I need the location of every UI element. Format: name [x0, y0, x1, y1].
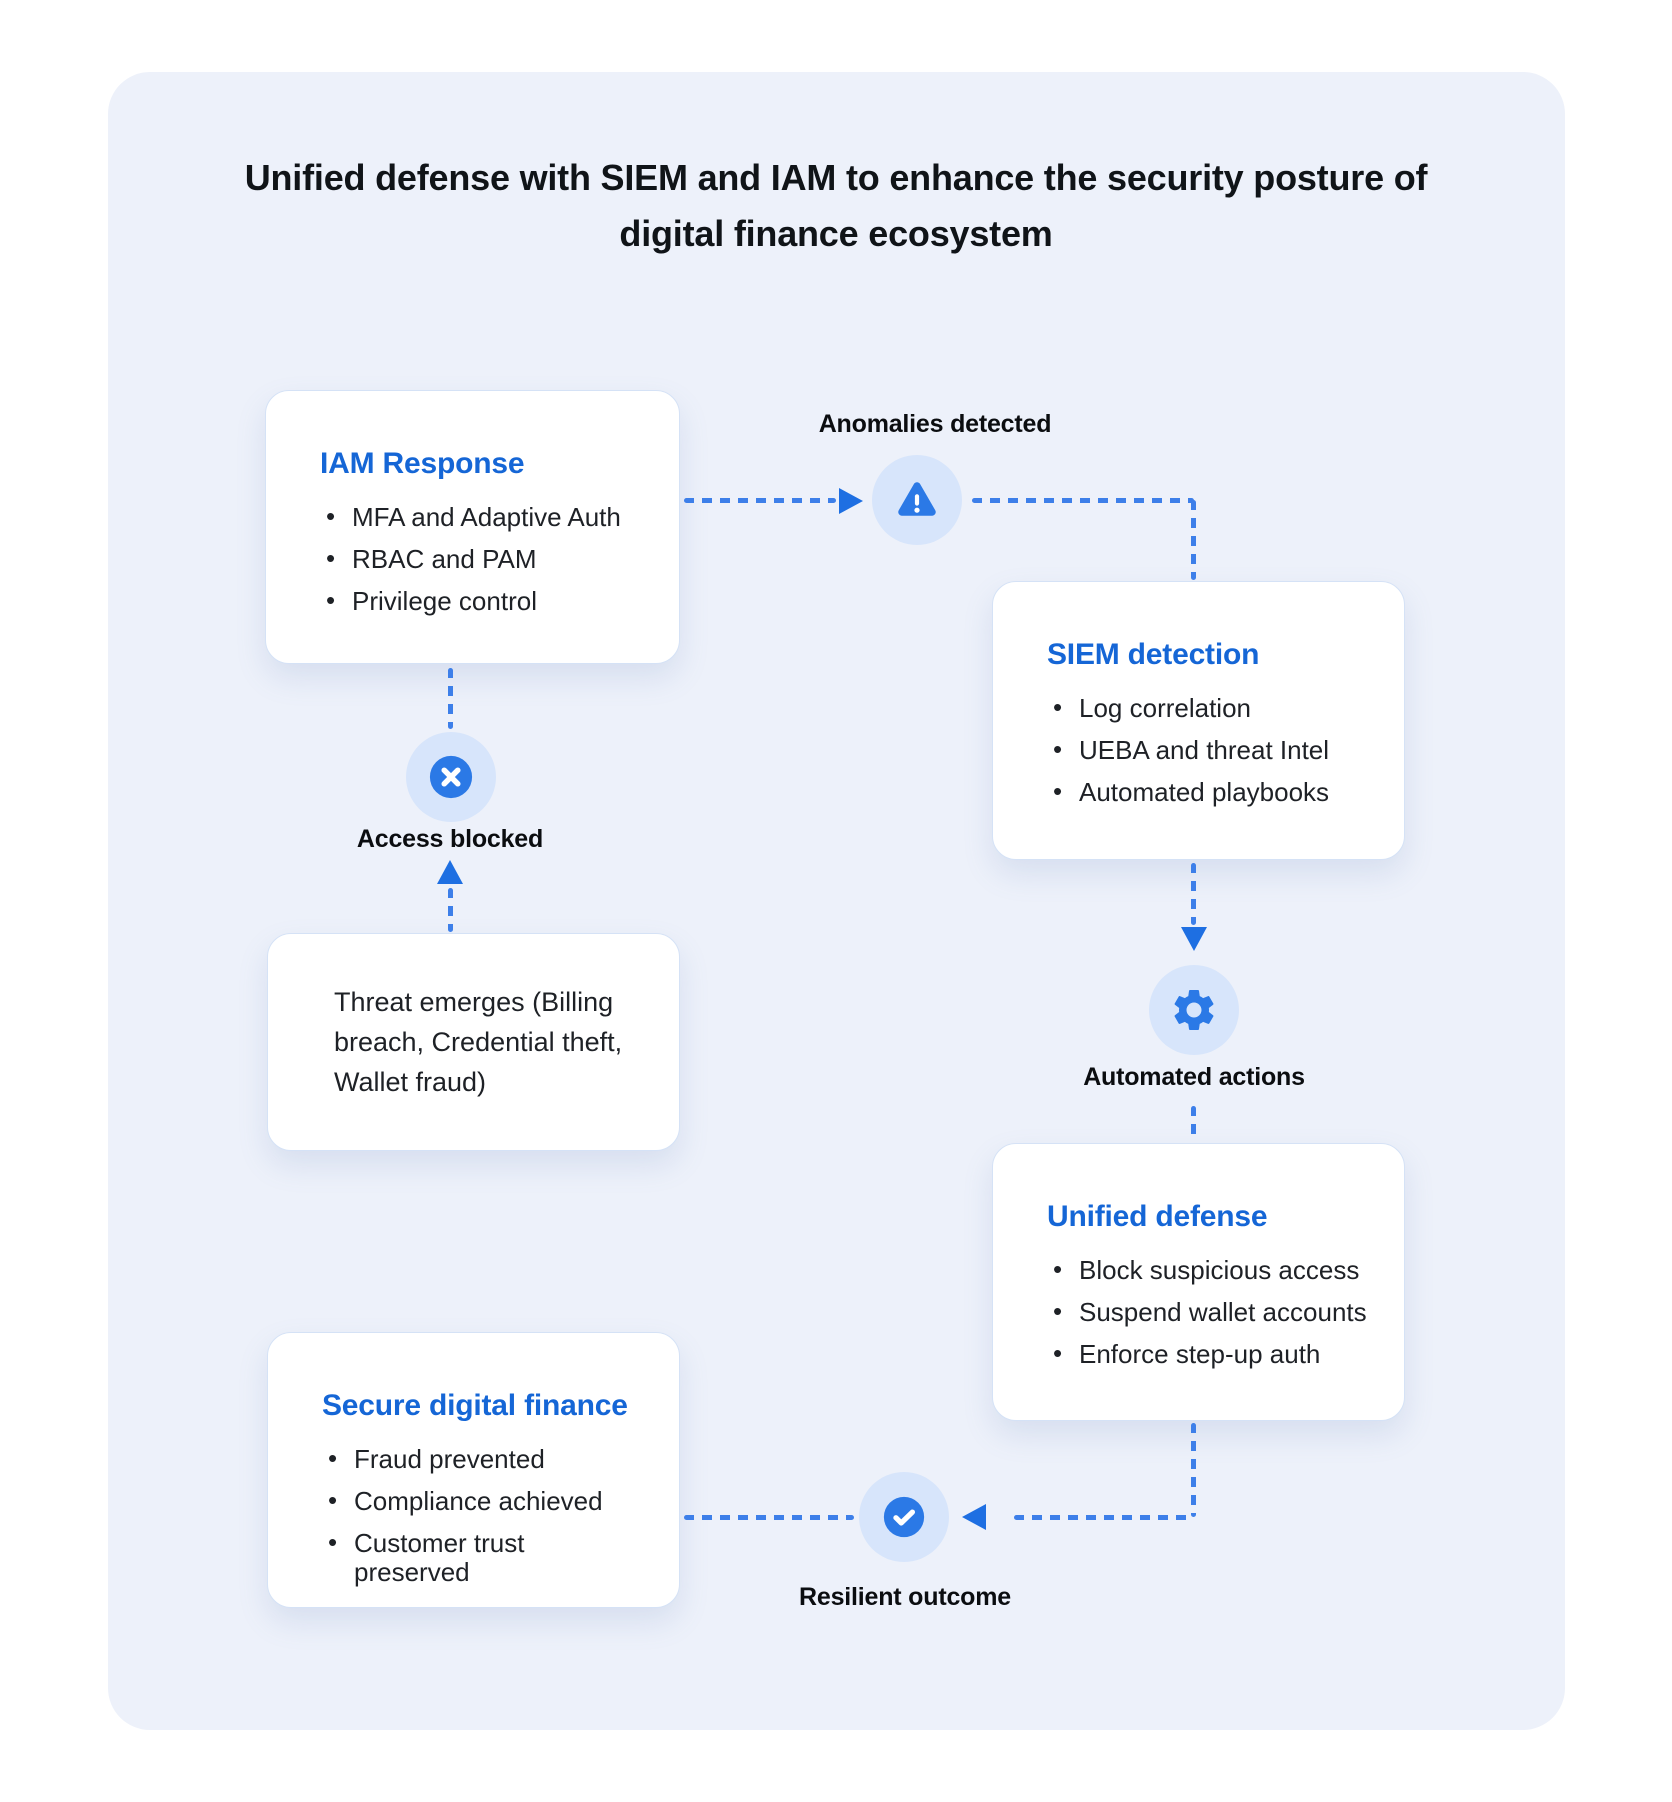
gear-icon — [1169, 985, 1219, 1035]
access-blocked-label: Access blocked — [356, 825, 544, 853]
list-item: • MFA and Adaptive Auth — [320, 503, 645, 532]
list-item: • Suspend wallet accounts — [1047, 1298, 1370, 1327]
connector-unified-to-outcome-horizontal — [1014, 1515, 1194, 1520]
anomalies-detected-label: Anomalies detected — [818, 410, 1052, 438]
connector-threat-to-blocked — [448, 888, 453, 932]
list-item: • Enforce step-up auth — [1047, 1340, 1370, 1369]
block-icon — [429, 755, 473, 799]
arrow-up-icon — [437, 860, 463, 884]
iam-response-list — [320, 503, 645, 616]
secure-digital-finance-box — [267, 1332, 680, 1608]
anomalies-detected-node — [872, 455, 962, 545]
list-item: • Compliance achieved — [322, 1487, 645, 1516]
unified-defense-title: Unified defense — [1047, 1200, 1268, 1233]
secure-digital-finance-title: Secure digital finance — [322, 1389, 628, 1422]
warning-icon — [893, 476, 941, 524]
iam-response-box — [265, 390, 680, 664]
threat-emerges-box — [267, 933, 680, 1151]
list-item: • Privilege control — [320, 587, 645, 616]
resilient-outcome-node — [859, 1472, 949, 1562]
access-blocked-node — [406, 732, 496, 822]
connector-iam-to-blocked — [448, 668, 453, 729]
resilient-outcome-label: Resilient outcome — [799, 1583, 1011, 1611]
unified-defense-box — [992, 1143, 1405, 1421]
siem-detection-title: SIEM detection — [1047, 638, 1260, 671]
iam-response-title: IAM Response — [320, 447, 525, 480]
threat-emerges-text: Threat emerges (Billing breach, Credential theft, Wallet fraud) — [334, 987, 623, 1097]
connector-anomalies-to-siem-horizontal — [972, 498, 1194, 503]
list-item: • Customer trust preserved — [322, 1529, 645, 1587]
arrow-right-icon — [839, 488, 863, 514]
connector-automated-to-unified — [1191, 1106, 1196, 1142]
list-item: • Block suspicious access — [1047, 1256, 1370, 1285]
arrow-left-icon — [962, 1504, 986, 1530]
arrow-down-icon — [1181, 927, 1207, 951]
connector-siem-to-automated — [1191, 863, 1196, 925]
page-title: Unified defense with SIEM and IAM to enhance the security posture of digital finance ecosystem — [244, 157, 1428, 254]
check-icon — [883, 1496, 925, 1538]
automated-actions-node — [1149, 965, 1239, 1055]
list-item: • Fraud prevented — [322, 1445, 645, 1474]
siem-detection-list — [1047, 694, 1370, 807]
list-item: • UEBA and threat Intel — [1047, 736, 1370, 765]
connector-iam-to-anomalies — [684, 498, 836, 503]
connector-unified-to-outcome-vertical — [1191, 1423, 1196, 1517]
connector-anomalies-to-siem-vertical — [1191, 500, 1196, 580]
list-item: • Automated playbooks — [1047, 778, 1370, 807]
list-item: • Log correlation — [1047, 694, 1370, 723]
siem-detection-box — [992, 581, 1405, 860]
list-item: • RBAC and PAM — [320, 545, 645, 574]
automated-actions-label: Automated actions — [1083, 1063, 1305, 1091]
secure-digital-finance-list — [322, 1445, 645, 1587]
connector-outcome-to-secure — [684, 1515, 854, 1520]
unified-defense-list — [1047, 1256, 1370, 1369]
